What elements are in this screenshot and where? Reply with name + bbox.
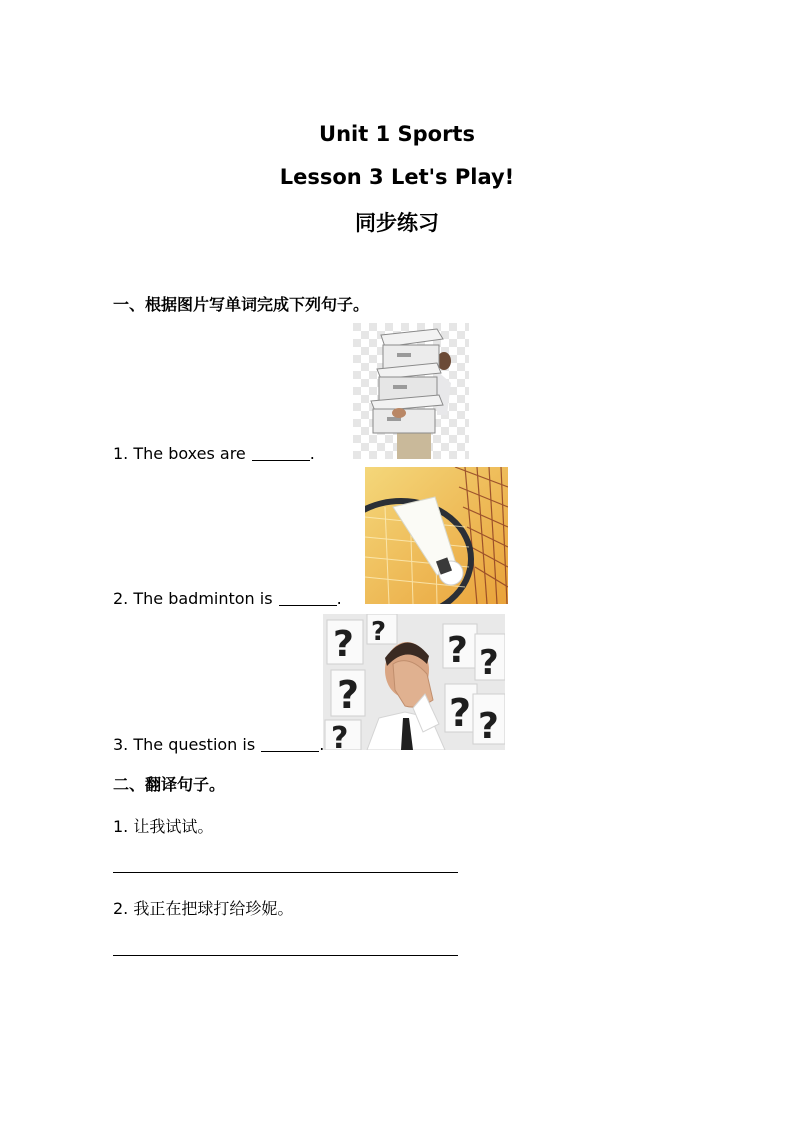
svg-text:?: ? — [371, 617, 387, 647]
answer-blank-1[interactable] — [252, 446, 310, 461]
question-3-text: 3. The question is — [113, 735, 256, 754]
translate-prompt-2: 2. 我正在把球打给珍妮。 — [113, 899, 294, 918]
worksheet-subtitle: 同步练习 — [355, 211, 439, 235]
section2-heading: 二、翻译句子。 — [113, 775, 226, 794]
confused-man-question-marks-image — [323, 614, 505, 750]
question-3-period: . — [319, 735, 325, 754]
translate-prompt-1: 1. 让我试试。 — [113, 817, 214, 836]
question-1-period: . — [309, 444, 315, 463]
question-2-period: . — [336, 589, 342, 608]
answer-blank-3[interactable] — [261, 737, 319, 752]
svg-text:?: ? — [447, 630, 468, 671]
question-2-text: 2. The badminton is — [113, 589, 273, 608]
question-1 — [113, 444, 315, 463]
shuttlecock-racket-image — [365, 467, 508, 604]
svg-text:?: ? — [478, 706, 499, 747]
question-1-text: 1. The boxes are — [113, 444, 246, 463]
translation-answer-line-2[interactable] — [113, 955, 458, 956]
answer-blank-2[interactable] — [279, 591, 337, 606]
question-3 — [113, 735, 324, 754]
question-2 — [113, 589, 342, 608]
lesson-title: Lesson 3 Let's Play! — [279, 165, 515, 189]
svg-text:?: ? — [449, 691, 472, 735]
svg-text:?: ? — [479, 643, 499, 683]
svg-text:?: ? — [337, 673, 360, 717]
svg-text:?: ? — [331, 721, 349, 750]
svg-text:?: ? — [333, 624, 354, 665]
translation-answer-line-1[interactable] — [113, 872, 458, 873]
man-carrying-boxes-image — [353, 323, 469, 459]
unit-title: Unit 1 Sports — [319, 122, 475, 146]
section1-heading: 一、根据图片写单词完成下列句子。 — [113, 295, 370, 314]
